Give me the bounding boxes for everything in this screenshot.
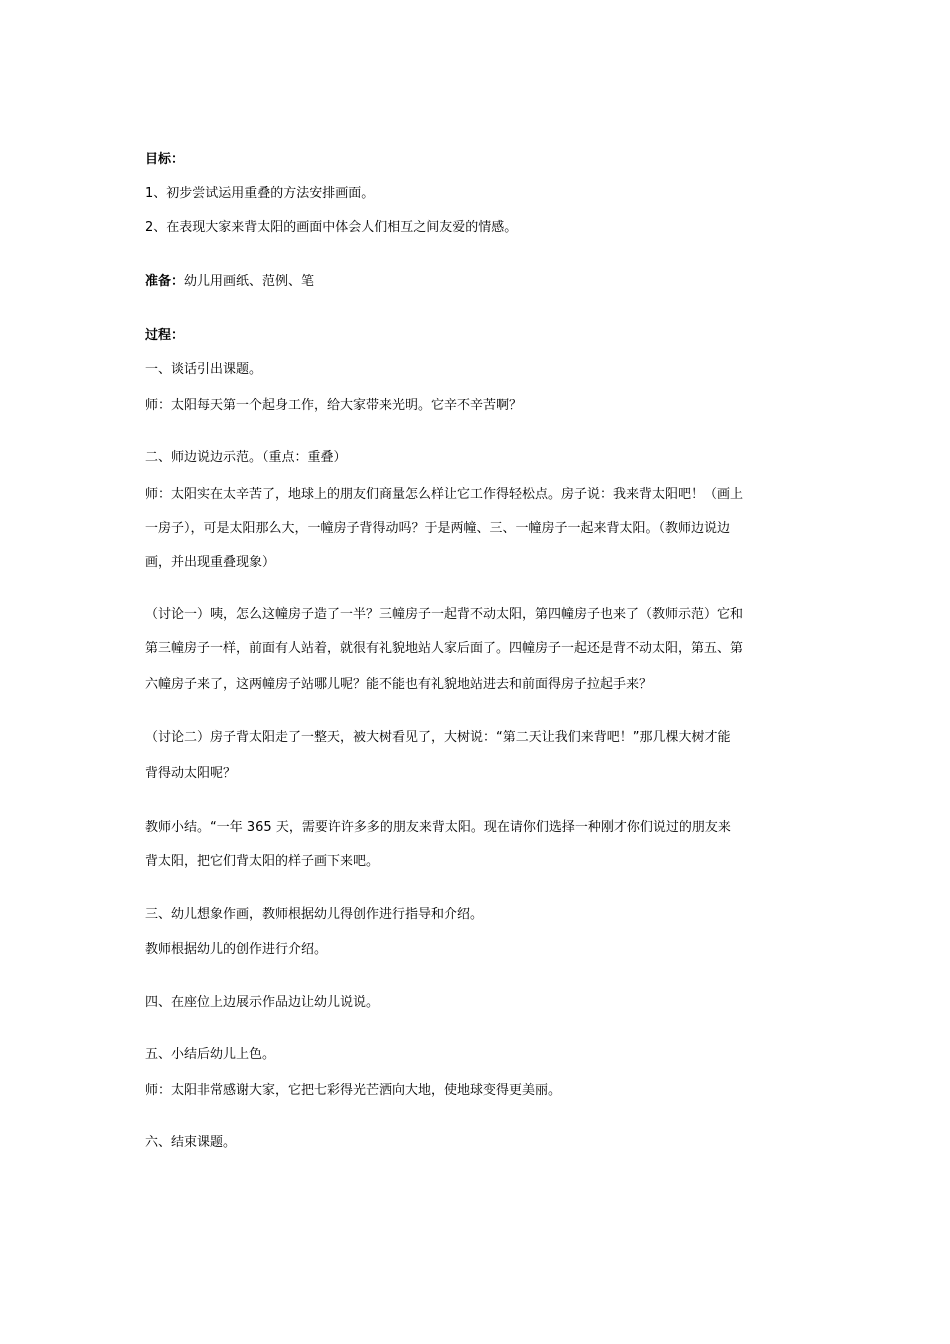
- process-line: 师：太阳每天第一个起身工作，给大家带来光明。它辛不辛苦啊？: [145, 398, 523, 413]
- process-line: 六、结束课题。: [145, 1135, 237, 1150]
- process-line: 教师小结。“一年 365 天，需要许许多多的朋友来背太阳。现在请你们选择一种刚才你们说过的朋友来: [145, 820, 731, 835]
- goal-item-2: 2、在表现大家来背太阳的画面中体会人们相互之间友爱的情感。: [145, 220, 518, 235]
- process-line: 三、幼儿想象作画，教师根据幼儿得创作进行指导和介绍。: [145, 907, 484, 922]
- document-page: [145, 0, 810, 1344]
- goal-item-1: 1、初步尝试运用重叠的方法安排画面。: [145, 186, 375, 201]
- process-line: 第三幢房子一样，前面有人站着，就很有礼貌地站人家后面了。四幢房子一起还是背不动太阳，第五、第: [145, 641, 744, 656]
- process-line: 背太阳，把它们背太阳的样子画下来吧。: [145, 854, 380, 869]
- process-line: （讨论二）房子背太阳走了一整天，被大树看见了，大树说：“第二天让我们来背吧！”那几棵大树才能: [145, 730, 731, 745]
- goals-heading: 目标：: [145, 152, 185, 167]
- process-line: 背得动太阳呢？: [145, 766, 237, 781]
- process-line: 四、在座位上边展示作品边让幼儿说说。: [145, 995, 380, 1010]
- process-line: 画，并出现重叠现象）: [145, 555, 276, 570]
- process-line: 教师根据幼儿的创作进行介绍。: [145, 942, 328, 957]
- process-line: （讨论一）咦，怎么这幢房子造了一半？三幢房子一起背不动太阳，第四幢房子也来了（教师示范）它和: [145, 607, 744, 622]
- process-line: 一、谈话引出课题。: [145, 362, 263, 377]
- process-line: 师：太阳非常感谢大家，它把七彩得光芒洒向大地，使地球变得更美丽。: [145, 1083, 562, 1098]
- process-line: 五、小结后幼儿上色。: [145, 1047, 276, 1062]
- process-line: 二、师边说边示范。（重点：重叠）: [145, 450, 347, 465]
- process-line: 六幢房子来了，这两幢房子站哪儿呢？能不能也有礼貌地站进去和前面得房子拉起手来？: [145, 677, 653, 692]
- process-line: 一房子），可是太阳那么大，一幢房子背得动吗？于是两幢、三、一幢房子一起来背太阳。（教师边说边: [145, 521, 731, 536]
- process-line: 师：太阳实在太辛苦了，地球上的朋友们商量怎么样让它工作得轻松点。房子说：我来背太阳吧！（画上: [145, 487, 744, 502]
- prep-heading: 准备：: [145, 274, 185, 289]
- prep-paragraph: [145, 273, 810, 291]
- prep-text: 幼儿用画纸、范例、笔: [184, 274, 315, 289]
- process-heading: 过程：: [145, 328, 185, 343]
